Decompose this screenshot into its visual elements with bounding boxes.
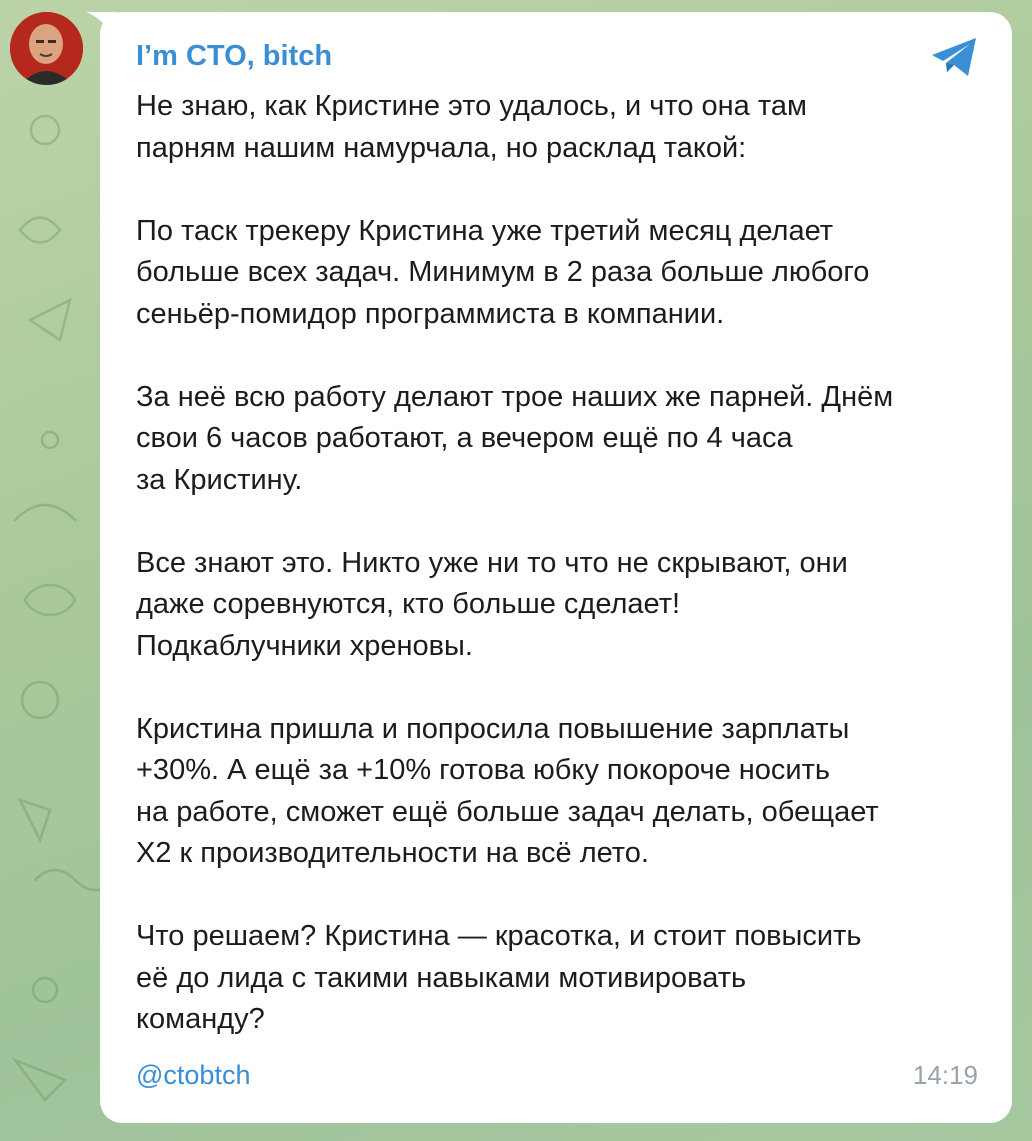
message-time: 14:19: [912, 1059, 978, 1090]
channel-handle-link[interactable]: @ctobtch: [136, 1059, 251, 1090]
channel-avatar[interactable]: [10, 12, 83, 85]
avatar-photo: [10, 12, 83, 85]
message-line: Не знаю, как Кристине это удалось, и что она там: [136, 90, 807, 122]
message-line: команду?: [136, 1003, 265, 1035]
message-line: даже соревнуются, кто больше сделает!: [136, 588, 681, 620]
message-line: парням нашим намурчала, но расклад такой:: [136, 131, 747, 164]
channel-name[interactable]: I’m CTO, bitch: [136, 40, 333, 72]
message-line: свои 6 часов работают, а вечером ещё по 4 часа: [136, 422, 793, 454]
message-line: X2 к производительности на всё лето.: [136, 837, 649, 869]
message-line: Кристина пришла и попросила повышение зарплаты: [136, 712, 850, 745]
message-paragraph: [136, 211, 972, 336]
message-line: больше всех задач. Минимум в 2 раза больше любого: [136, 256, 870, 288]
message-line: Подкаблучники хреновы.: [136, 629, 473, 662]
message-line: Все знают это. Никто уже ни то что не скрывают, они: [136, 546, 848, 579]
message-line: за Кристину.: [136, 463, 303, 496]
message-bubble: [100, 12, 1012, 1123]
message-line: +30%. А ещё за +10% готова юбку покороче носить: [136, 754, 831, 786]
message-line: Что решаем? Кристина — красотка, и стоит повысить: [136, 920, 862, 952]
message-line: на работе, сможет ещё больше задач делать, обещает: [136, 795, 879, 828]
message-line: По таск трекеру Кристина уже третий месяц делает: [136, 214, 834, 247]
message-paragraph: [136, 377, 972, 502]
message-line: сеньёр-помидор программиста в компании.: [136, 297, 725, 330]
message-line: За неё всю работу делают трое наших же парней. Днём: [136, 380, 894, 413]
message-footer: [136, 1055, 978, 1095]
message-paragraph: [136, 543, 972, 668]
message-paragraph: [136, 709, 972, 875]
message-paragraph: [136, 86, 972, 169]
telegram-plane-icon: [930, 36, 980, 78]
message-line: её до лида с такими навыками мотивировать: [136, 961, 747, 994]
message-paragraph: [136, 916, 972, 1041]
message-text: [136, 86, 972, 1041]
